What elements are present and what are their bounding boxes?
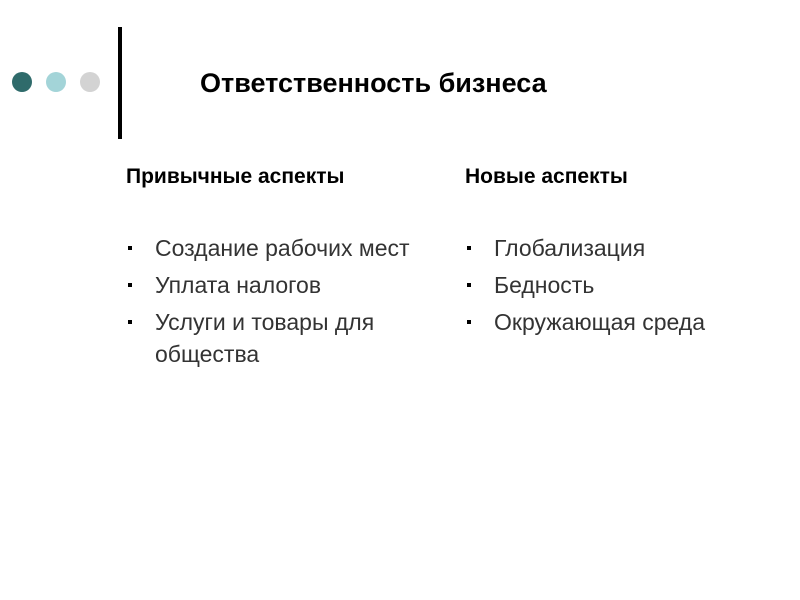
square-bullet-icon <box>467 246 471 250</box>
slide-title: Ответственность бизнеса <box>200 68 547 98</box>
decorative-dot-dark <box>12 72 32 92</box>
square-bullet-icon <box>128 246 132 250</box>
list-item-text: Уплата налогов <box>155 272 322 298</box>
list-item <box>465 269 785 301</box>
list-item-text: Создание рабочих мест <box>155 235 410 261</box>
new-aspects-list <box>465 232 785 338</box>
traditional-aspects-list <box>126 232 426 370</box>
traditional-aspects-column <box>126 162 426 375</box>
vertical-divider <box>118 27 122 139</box>
square-bullet-icon <box>467 283 471 287</box>
list-item <box>126 306 426 370</box>
decorative-dot-gray <box>80 72 100 92</box>
list-item <box>126 232 426 264</box>
decorative-dot-light-teal <box>46 72 66 92</box>
list-item-text: Окружающая среда <box>494 309 706 335</box>
list-item-text: Глобализация <box>494 235 646 261</box>
square-bullet-icon <box>128 320 132 324</box>
list-item <box>465 232 785 264</box>
square-bullet-icon <box>128 283 132 287</box>
list-item <box>465 306 785 338</box>
list-item-text: Услуги и товары для общества <box>155 309 375 367</box>
list-item-text: Бедность <box>494 272 595 298</box>
square-bullet-icon <box>467 320 471 324</box>
new-aspects-column <box>465 162 785 343</box>
traditional-aspects-heading: Привычные аспекты <box>126 165 345 188</box>
list-item <box>126 269 426 301</box>
new-aspects-heading: Новые аспекты <box>465 165 628 188</box>
